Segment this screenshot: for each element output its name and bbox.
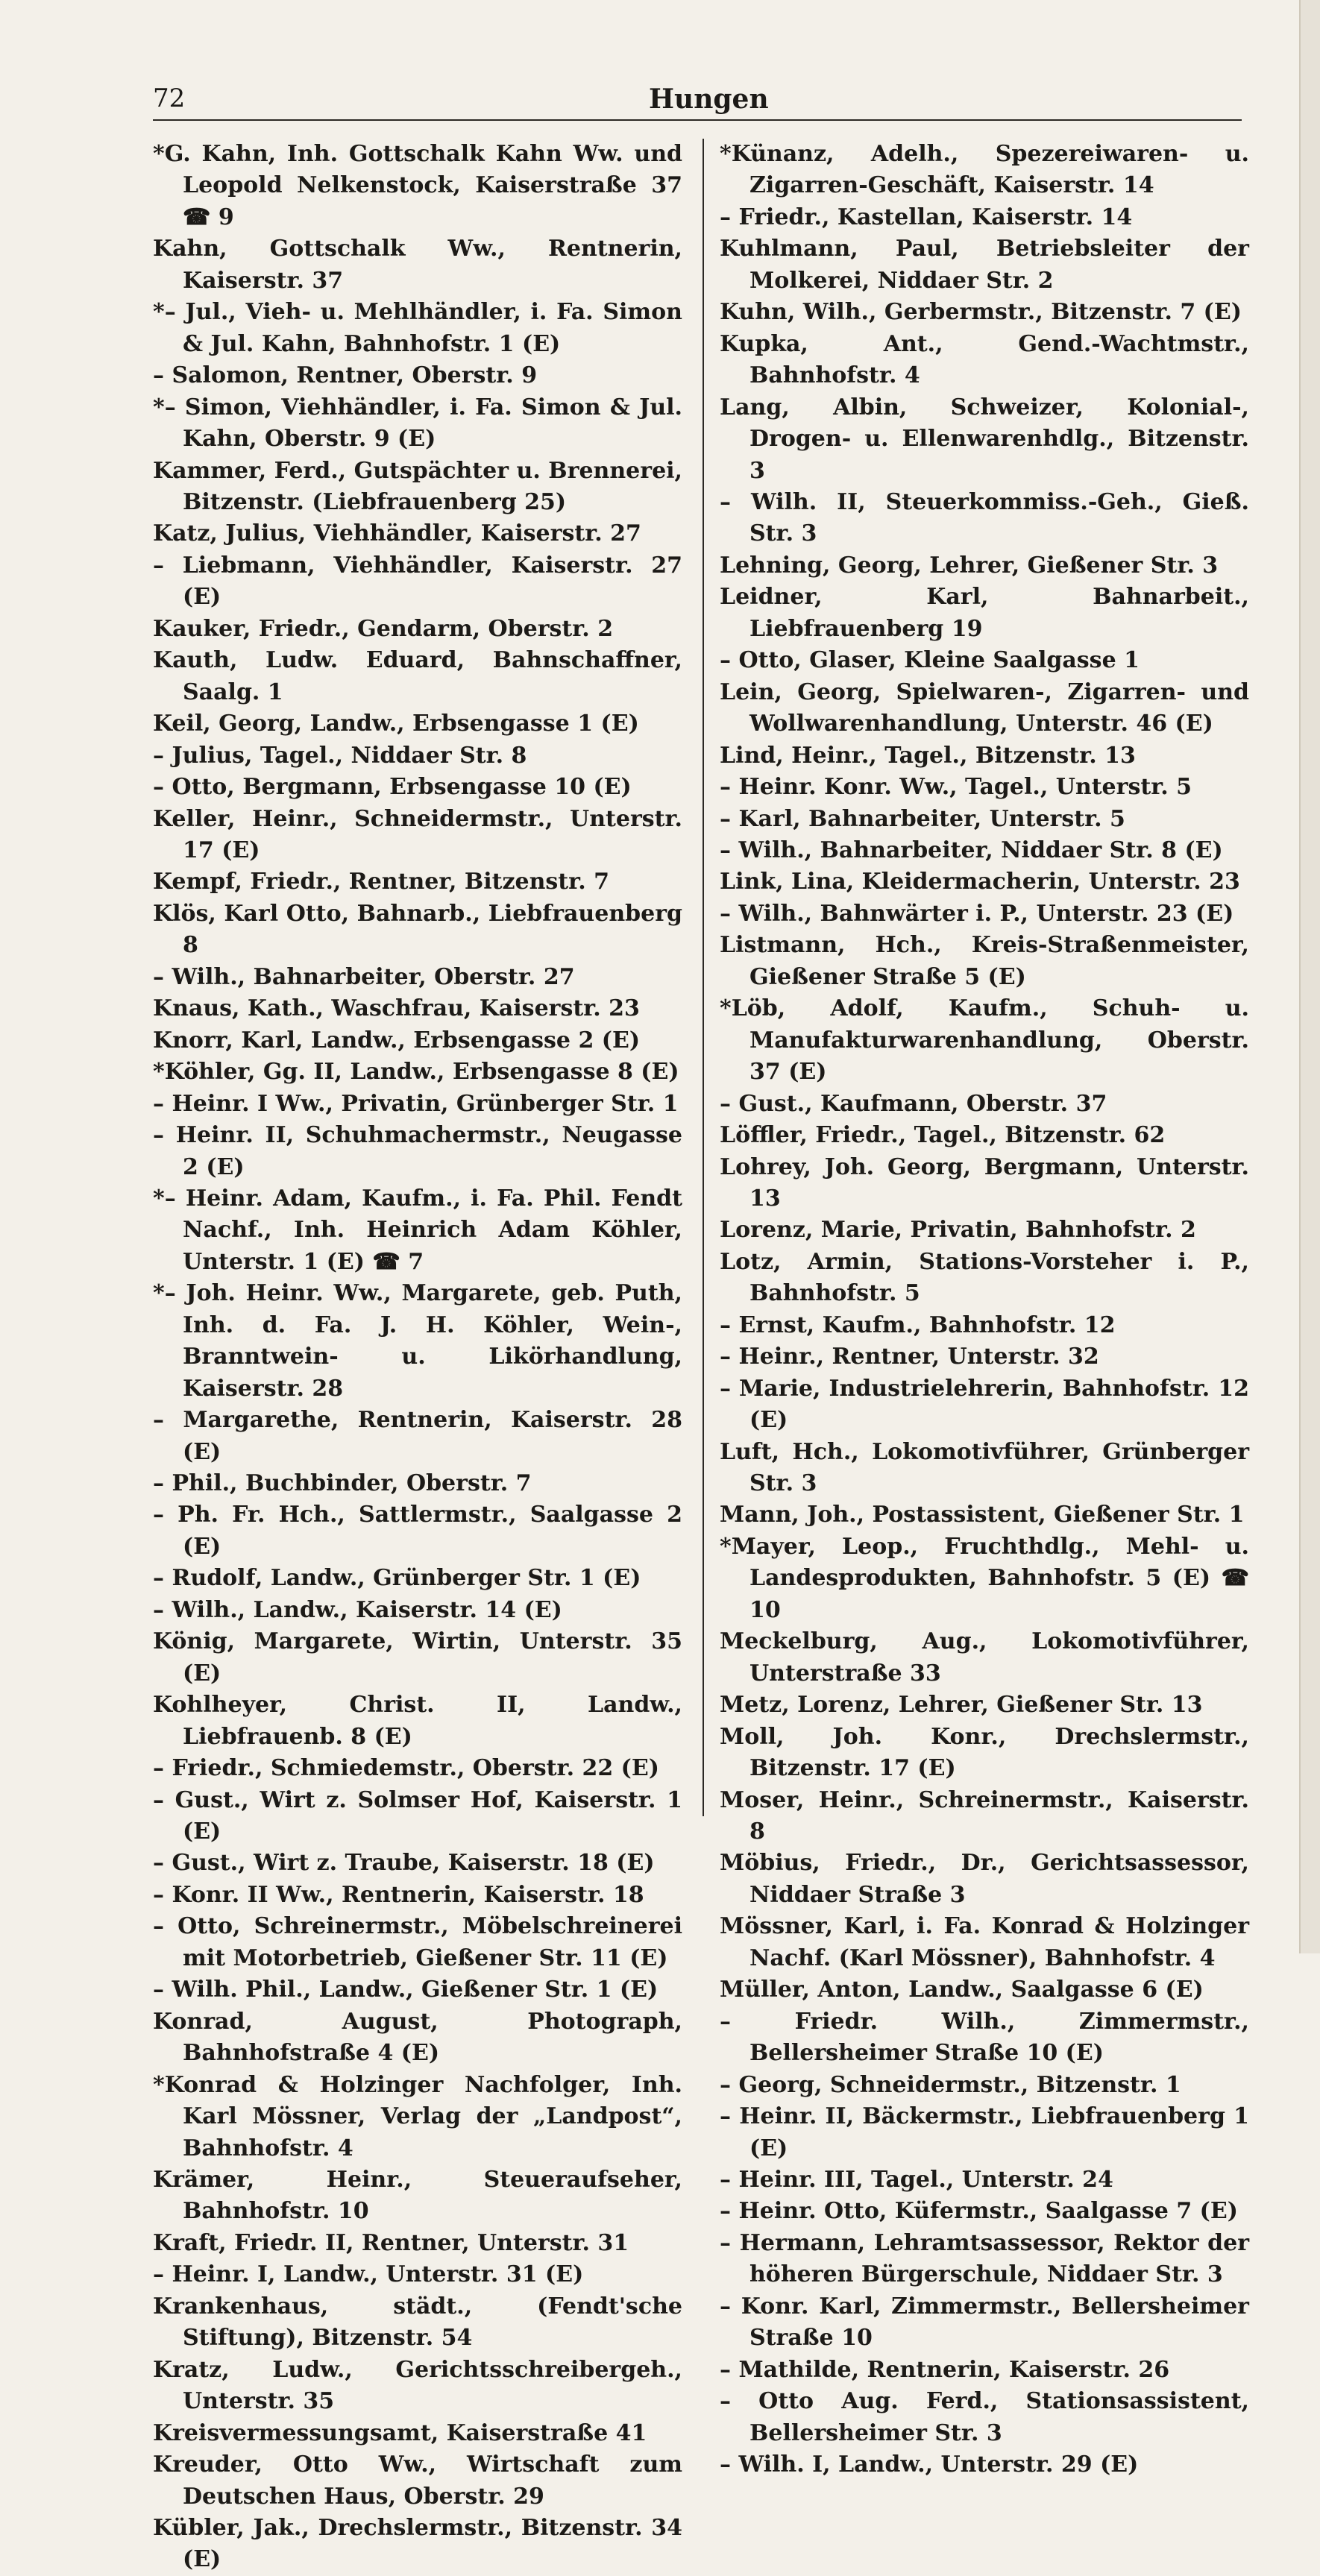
directory-entry: Lehning, Georg, Lehrer, Gießener Str. 3 <box>720 552 1219 579</box>
directory-entry: Lang, Albin, Schweizer, Kolonial-, Drogen- u. Ellenwarenhdlg., Bitzenstr. 3 <box>720 394 1249 484</box>
directory-entry: Kuhlmann, Paul, Betriebsleiter der Molkerei, Niddaer Str. 2 <box>720 236 1249 294</box>
column-divider <box>703 139 704 1816</box>
directory-entry: – Heinr., Rentner, Unterstr. 32 <box>720 1344 1099 1370</box>
directory-entry: Moll, Joh. Konr., Drechslermstr., Bitzenstr. 17 (E) <box>720 1723 1249 1782</box>
directory-entry: – Liebmann, Viehhändler, Kaiserstr. 27 (E) <box>153 552 682 611</box>
directory-entry: Lohrey, Joh. Georg, Bergmann, Unterstr. 13 <box>720 1153 1249 1212</box>
directory-entry: – Heinr. Otto, Küfermstr., Saalgasse 7 (E) <box>720 2198 1238 2225</box>
directory-entry: Mössner, Karl, i. Fa. Konrad & Holzinger Nachf. (Karl Mössner), Bahnhofstr. 4 <box>720 1913 1249 1971</box>
directory-entry: *Mayer, Leop., Fruchthdlg., Mehl- u. Landesprodukten, Bahnhofstr. 5 (E) ☎ 10 <box>720 1533 1249 1623</box>
directory-entry: – Wilh., Landw., Kaiserstr. 14 (E) <box>153 1596 562 1623</box>
directory-entry: Listmann, Hch., Kreis-Straßenmeister, Gießener Straße 5 (E) <box>720 932 1249 990</box>
directory-entry: – Friedr., Schmiedemstr., Oberstr. 22 (E) <box>153 1755 659 1782</box>
directory-entry: *– Heinr. Adam, Kaufm., i. Fa. Phil. Fendt Nachf., Inh. Heinrich Adam Köhler, Unterstr. 1 (E) ☎ 7 <box>153 1185 682 1275</box>
directory-entry: Kratz, Ludw., Gerichtsschreibergeh., Unterstr. 35 <box>153 2356 682 2415</box>
directory-entry: – Friedr., Kastellan, Kaiserstr. 14 <box>720 204 1133 230</box>
directory-entry: Moser, Heinr., Schreinermstr., Kaiserstr. 8 <box>720 1786 1249 1845</box>
directory-entry: – Gust., Kaufmann, Oberstr. 37 <box>720 1090 1107 1117</box>
directory-entry: – Heinr. II, Bäckermstr., Liebfrauenberg 1 (E) <box>720 2103 1249 2161</box>
directory-entry: König, Margarete, Wirtin, Unterstr. 35 (E) <box>153 1628 682 1687</box>
directory-entry: Möbius, Friedr., Dr., Gerichtsassessor, Niddaer Straße 3 <box>720 1850 1249 1908</box>
directory-entry: *Löb, Adolf, Kaufm., Schuh- u. Manufakturwarenhandlung, Oberstr. 37 (E) <box>720 995 1249 1086</box>
directory-entry: – Salomon, Rentner, Oberstr. 9 <box>153 362 538 389</box>
directory-entry: *– Simon, Viehhändler, i. Fa. Simon & Jul. Kahn, Oberstr. 9 (E) <box>153 394 682 453</box>
directory-entry: Kauker, Friedr., Gendarm, Oberstr. 2 <box>153 615 614 642</box>
directory-entry: – Margarethe, Rentnerin, Kaiserstr. 28 (E) <box>153 1407 682 1465</box>
directory-entry: – Heinr. Konr. Ww., Tagel., Unterstr. 5 <box>720 774 1192 801</box>
directory-entry: Kupka, Ant., Gend.-Wachtmstr., Bahnhofstr. 4 <box>720 330 1249 389</box>
directory-entry: *Köhler, Gg. II, Landw., Erbsengasse 8 (E) <box>153 1059 679 1086</box>
directory-entry: – Heinr. III, Tagel., Unterstr. 24 <box>720 2167 1113 2193</box>
directory-entry: Leidner, Karl, Bahnarbeit., Liebfrauenberg 19 <box>720 584 1249 642</box>
directory-entry: Knorr, Karl, Landw., Erbsengasse 2 (E) <box>153 1027 641 1054</box>
directory-entry: Lein, Georg, Spielwaren-, Zigarren- und Wollwarenhandlung, Unterstr. 46 (E) <box>720 678 1249 737</box>
directory-entry: Konrad, August, Photograph, Bahnhofstraße 4 (E) <box>153 2008 682 2067</box>
directory-entry: – Heinr. I, Landw., Unterstr. 31 (E) <box>153 2261 584 2288</box>
directory-entry: Kahn, Gottschalk Ww., Rentnerin, Kaiserstr. 37 <box>153 236 682 294</box>
directory-entry: Meckelburg, Aug., Lokomotivführer, Unterstraße 33 <box>720 1628 1249 1687</box>
page-edge <box>1299 0 1320 1953</box>
directory-entry: – Otto, Glaser, Kleine Saalgasse 1 <box>720 647 1140 674</box>
directory-entry: Kohlheyer, Christ. II, Landw., Liebfrauenb. 8 (E) <box>153 1692 682 1750</box>
directory-entry: Klös, Karl Otto, Bahnarb., Liebfrauenberg 8 <box>153 900 682 959</box>
right-column <box>720 139 1249 2481</box>
directory-entry: Lind, Heinr., Tagel., Bitzenstr. 13 <box>720 742 1136 769</box>
directory-entry: *– Jul., Vieh- u. Mehlhändler, i. Fa. Simon & Jul. Kahn, Bahnhofstr. 1 (E) <box>153 299 682 357</box>
directory-entry: *Konrad & Holzinger Nachfolger, Inh. Karl Mössner, Verlag der „Landpost“, Bahnhofstr. 4 <box>153 2071 682 2161</box>
directory-entry: – Mathilde, Rentnerin, Kaiserstr. 26 <box>720 2356 1170 2383</box>
directory-entry: Kuhn, Wilh., Gerbermstr., Bitzenstr. 7 (E) <box>720 299 1242 326</box>
directory-entry: Lotz, Armin, Stations-Vorsteher i. P., Bahnhofstr. 5 <box>720 1248 1249 1307</box>
directory-entry: Kempf, Friedr., Rentner, Bitzenstr. 7 <box>153 869 609 895</box>
directory-entry: Kraft, Friedr. II, Rentner, Unterstr. 31 <box>153 2229 629 2256</box>
directory-entry: Keil, Georg, Landw., Erbsengasse 1 (E) <box>153 711 639 737</box>
directory-entry: – Konr. Karl, Zimmermstr., Bellersheimer Straße 10 <box>720 2293 1249 2352</box>
directory-entry: Katz, Julius, Viehhändler, Kaiserstr. 27 <box>153 520 641 547</box>
directory-entry: – Wilh., Bahnarbeiter, Oberstr. 27 <box>153 963 575 990</box>
directory-entry: Lorenz, Marie, Privatin, Bahnhofstr. 2 <box>720 1217 1196 1244</box>
left-column <box>153 139 682 2576</box>
directory-entry: Kammer, Ferd., Gutspächter u. Brennerei, Bitzenstr. (Liebfrauenberg 25) <box>153 457 682 515</box>
directory-entry: – Wilh. II, Steuerkommiss.-Geh., Gieß. Str. 3 <box>720 488 1249 547</box>
directory-entry: – Gust., Wirt z. Traube, Kaiserstr. 18 (E) <box>153 1850 655 1877</box>
directory-entry: Kauth, Ludw. Eduard, Bahnschaffner, Saalg. 1 <box>153 647 682 705</box>
directory-entry: – Karl, Bahnarbeiter, Unterstr. 5 <box>720 805 1125 832</box>
header-rule <box>153 119 1242 121</box>
directory-entry: – Friedr. Wilh., Zimmermstr., Bellersheimer Straße 10 (E) <box>720 2008 1249 2067</box>
directory-entry: – Ph. Fr. Hch., Sattlermstr., Saalgasse 2 (E) <box>153 1502 682 1560</box>
running-head: Hungen <box>649 84 769 115</box>
directory-entry: Krämer, Heinr., Steueraufseher, Bahnhofstr. 10 <box>153 2167 682 2225</box>
directory-entry: – Rudolf, Landw., Grünberger Str. 1 (E) <box>153 1565 641 1592</box>
directory-entry: – Otto, Schreinermstr., Möbelschreinerei mit Motorbetrieb, Gießener Str. 11 (E) <box>153 1913 682 1971</box>
directory-entry: – Julius, Tagel., Niddaer Str. 8 <box>153 742 527 769</box>
directory-entry: Müller, Anton, Landw., Saalgasse 6 (E) <box>720 1977 1204 2003</box>
directory-entry: – Phil., Buchbinder, Oberstr. 7 <box>153 1470 532 1497</box>
directory-entry: – Gust., Wirt z. Solmser Hof, Kaiserstr. 1 (E) <box>153 1786 682 1845</box>
directory-entry: – Wilh., Bahnarbeiter, Niddaer Str. 8 (E) <box>720 837 1223 863</box>
directory-entry: Kreisvermessungsamt, Kaiserstraße 41 <box>153 2419 647 2446</box>
directory-entry: – Otto, Bergmann, Erbsengasse 10 (E) <box>153 774 632 801</box>
directory-entry: – Wilh. Phil., Landw., Gießener Str. 1 (E) <box>153 1977 659 2003</box>
directory-entry: – Georg, Schneidermstr., Bitzenstr. 1 <box>720 2071 1181 2098</box>
directory-entry: – Hermann, Lehramtsassessor, Rektor der höheren Bürgerschule, Niddaer Str. 3 <box>720 2229 1249 2288</box>
directory-entry: – Ernst, Kaufm., Bahnhofstr. 12 <box>720 1311 1116 1338</box>
directory-entry: – Heinr. I Ww., Privatin, Grünberger Str. 1 <box>153 1090 679 1117</box>
directory-entry: – Marie, Industrielehrerin, Bahnhofstr. 12 (E) <box>720 1375 1249 1434</box>
directory-entry: Löffler, Friedr., Tagel., Bitzenstr. 62 <box>720 1122 1166 1149</box>
directory-entry: Metz, Lorenz, Lehrer, Gießener Str. 13 <box>720 1692 1203 1719</box>
directory-entry: Mann, Joh., Postassistent, Gießener Str. 1 <box>720 1502 1245 1528</box>
directory-entry: *– Joh. Heinr. Ww., Margarete, geb. Puth, Inh. d. Fa. J. H. Köhler, Wein-, Branntwein- u. Likörhandlung, Kaiserstr. 28 <box>153 1280 682 1402</box>
directory-entry: Kübler, Jak., Drechslermstr., Bitzenstr. 34 (E) <box>153 2514 682 2573</box>
directory-entry: – Heinr. II, Schuhmachermstr., Neugasse 2 (E) <box>153 1122 682 1180</box>
directory-entry: Link, Lina, Kleidermacherin, Unterstr. 23 <box>720 869 1240 895</box>
directory-entry: – Otto Aug. Ferd., Stationsassistent, Bellersheimer Str. 3 <box>720 2388 1249 2446</box>
directory-entry: Keller, Heinr., Schneidermstr., Unterstr. 17 (E) <box>153 805 682 863</box>
directory-entry: Kreuder, Otto Ww., Wirtschaft zum Deutschen Haus, Oberstr. 29 <box>153 2451 682 2510</box>
page-number: 72 <box>153 84 186 113</box>
directory-entry: *G. Kahn, Inh. Gottschalk Kahn Ww. und Leopold Nelkenstock, Kaiserstraße 37 ☎ 9 <box>153 141 682 230</box>
directory-entry: – Wilh. I, Landw., Unterstr. 29 (E) <box>720 2451 1139 2478</box>
directory-entry: Krankenhaus, städt., (Fendt'sche Stiftung), Bitzenstr. 54 <box>153 2293 682 2352</box>
directory-entry: Knaus, Kath., Waschfrau, Kaiserstr. 23 <box>153 995 640 1022</box>
directory-entry: *Künanz, Adelh., Spezereiwaren- u. Zigarren-Geschäft, Kaiserstr. 14 <box>720 141 1249 199</box>
directory-entry: – Wilh., Bahnwärter i. P., Unterstr. 23 (E) <box>720 900 1234 927</box>
directory-entry: – Konr. II Ww., Rentnerin, Kaiserstr. 18 <box>153 1881 644 1908</box>
directory-entry: Luft, Hch., Lokomotivführer, Grünberger Str. 3 <box>720 1438 1249 1497</box>
